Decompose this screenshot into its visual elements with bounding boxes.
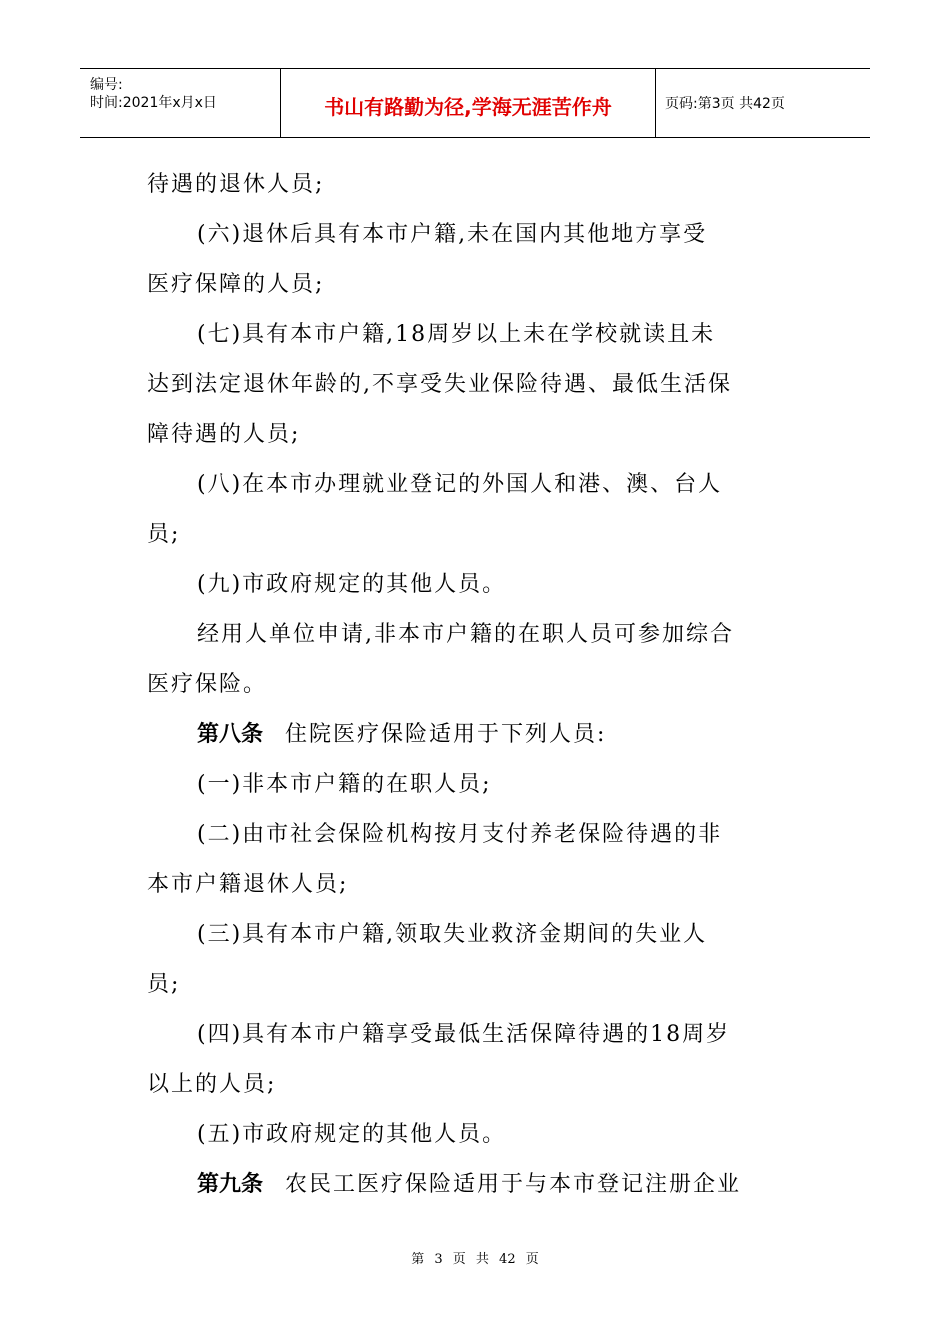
text-line: 员; <box>147 972 181 997</box>
page-footer: 第 3 页 共 42 页 <box>411 1252 539 1267</box>
text-line: (八)在本市办理就业登记的外国人和港、澳、台人 <box>197 472 723 497</box>
header-motto: 书山有路勤为径,学海无涯苦作舟 <box>324 95 612 119</box>
text-line: 医疗保障的人员; <box>147 272 325 297</box>
article-8-text: 住院医疗保险适用于下列人员: <box>285 722 607 747</box>
article-9-line <box>197 1170 741 1200</box>
text-line: 待遇的退休人员; <box>147 172 325 197</box>
text-line: (九)市政府规定的其他人员。 <box>197 572 507 597</box>
text-line: 经用人单位申请,非本市户籍的在职人员可参加综合 <box>197 622 734 647</box>
article-9-text: 农民工医疗保险适用于与本市登记注册企业 <box>285 1172 742 1197</box>
text-line: (二)由市社会保险机构按月支付养老保险待遇的非 <box>197 822 723 847</box>
text-line: 本市户籍退休人员; <box>147 872 349 897</box>
text-line: (六)退休后具有本市户籍,未在国内其他地方享受 <box>197 222 708 247</box>
document-time-label: 时间:2021年x月x日 <box>90 95 217 111</box>
text-line: 达到法定退休年龄的,不享受失业保险待遇、最低生活保 <box>147 372 732 397</box>
page-header <box>80 68 870 138</box>
text-line: (七)具有本市户籍,18周岁以上未在学校就读且未 <box>197 322 716 347</box>
header-right-cell <box>655 69 870 137</box>
article-9-title: 第九条 <box>197 1172 264 1197</box>
header-left-cell <box>80 69 280 137</box>
text-line: (四)具有本市户籍享受最低生活保障待遇的18周岁 <box>197 1022 731 1047</box>
article-8-title: 第八条 <box>197 722 264 747</box>
text-line: 员; <box>147 522 181 547</box>
document-number-label: 编号: <box>90 77 123 93</box>
text-line: (五)市政府规定的其他人员。 <box>197 1122 507 1147</box>
header-page-label: 页码:第3页 共42页 <box>665 96 785 112</box>
article-8-line <box>197 720 606 750</box>
text-line: (三)具有本市户籍,领取失业救济金期间的失业人 <box>197 922 708 947</box>
header-middle-cell <box>280 69 656 137</box>
text-line: 医疗保险。 <box>147 672 268 697</box>
text-line: 障待遇的人员; <box>147 422 301 447</box>
text-line: (一)非本市户籍的在职人员; <box>197 772 492 797</box>
text-line: 以上的人员; <box>147 1072 277 1097</box>
